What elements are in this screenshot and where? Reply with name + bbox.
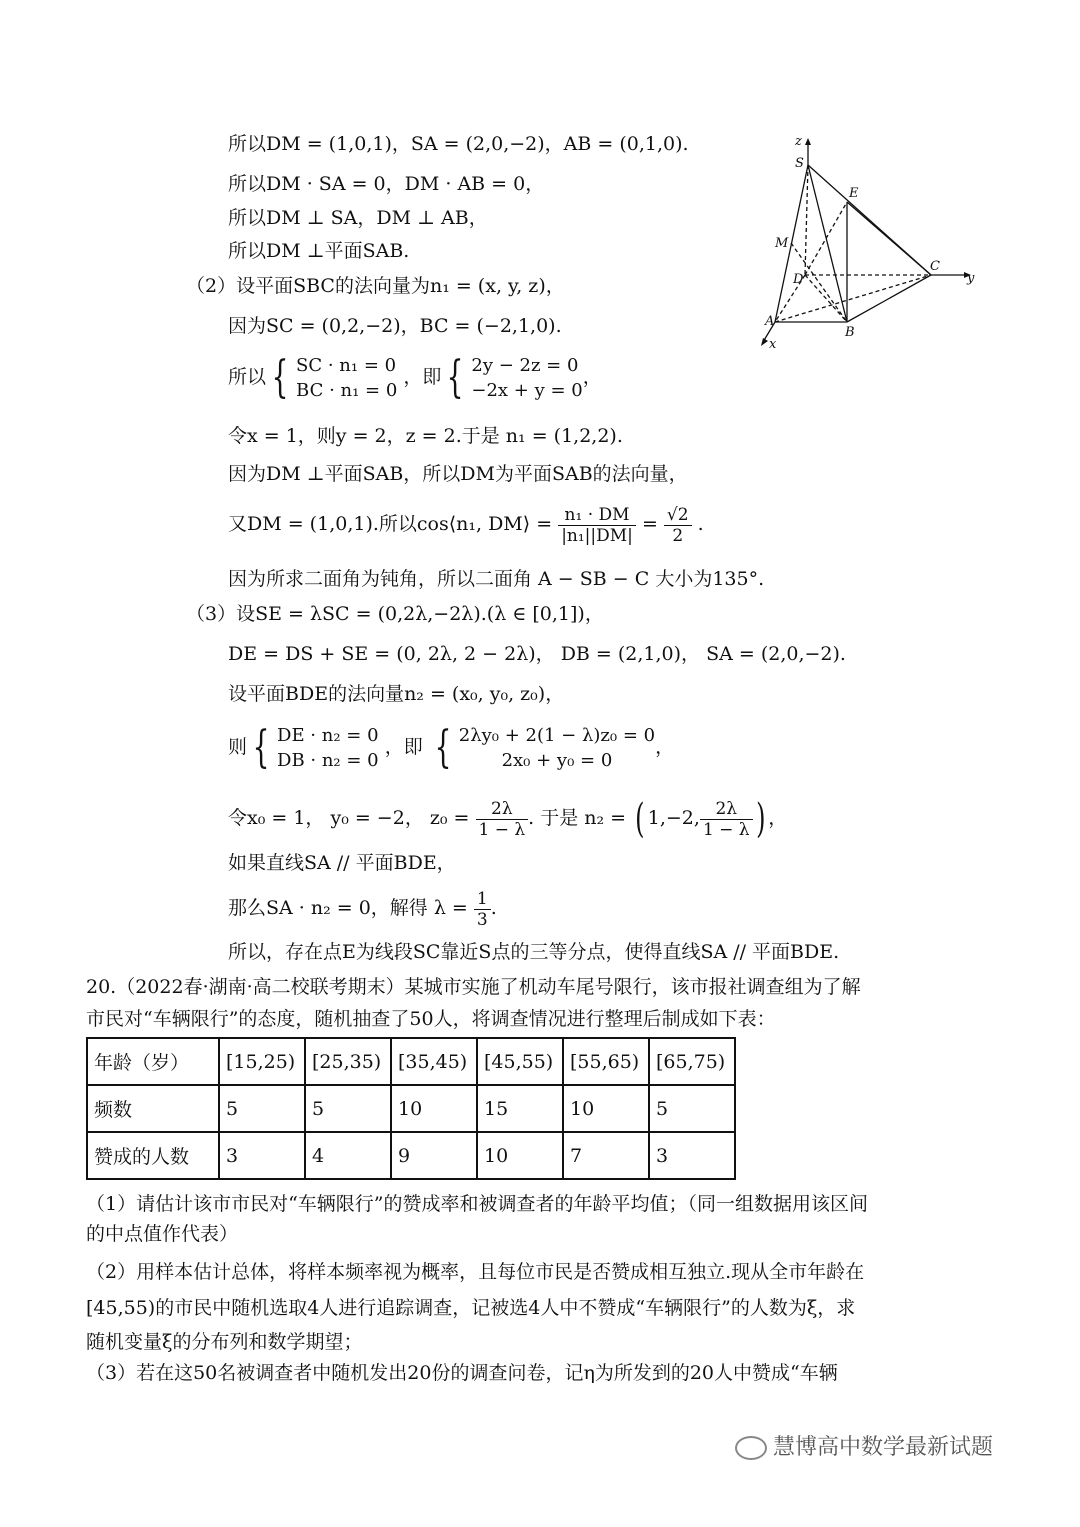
frequency-table <box>86 1037 736 1180</box>
watermark <box>735 1430 993 1461</box>
question-text: 市民对“车辆限行”的态度，随机抽查了50人，将调查情况进行整理后制成如下表： <box>86 1008 776 1030</box>
question-text: 随机变量ξ的分布列和数学期望； <box>86 1331 363 1353</box>
solution-line: 如果直线SA // 平面BDE， <box>228 852 456 874</box>
point-label: M <box>775 236 789 251</box>
table-row <box>87 1085 735 1132</box>
table-cell: [55,65) <box>563 1038 649 1085</box>
point-label: B <box>845 325 855 340</box>
watermark-text: 慧博高中数学最新试题 <box>773 1435 994 1460</box>
solution-line: 所以DM ⊥ SA，DM ⊥ AB， <box>228 207 488 229</box>
text: . <box>490 897 497 919</box>
equation-system: 所以 { SC · n₁ = 0 BC · n₁ = 0 ，即 { 2y − 2z = 0 −2x + y = 0 ， <box>228 352 602 403</box>
point-label: S <box>795 156 804 171</box>
question-text: （3）若在这50名被调查者中随机发出20份的调查问卷，记η为所发到的20人中赞成“车辆 <box>86 1362 838 1384</box>
table-cell: [35,45) <box>391 1038 477 1085</box>
table-cell: 频数 <box>87 1085 219 1132</box>
text: 则 <box>228 736 248 758</box>
table-cell: 7 <box>563 1132 649 1179</box>
question-text: （1）请估计该市市民对“车辆限行”的赞成率和被调查者的年龄平均值；（同一组数据用该区间 <box>86 1193 869 1215</box>
fraction-denominator: |n₁||DM| <box>561 525 633 546</box>
point-label: D <box>793 272 804 287</box>
sub-question-3 <box>86 1358 986 1388</box>
point-label: C <box>930 259 940 274</box>
text: 所以 <box>228 366 267 388</box>
axis-label: z <box>795 134 802 149</box>
equation: 2y − 2z = 0 <box>471 355 579 376</box>
text: ， <box>768 807 788 829</box>
solution-line: 令x₀ = 1， y₀ = −2， z₀ = $\frac{2\lambda}{1 - \lambda}$ . 于是 n₂ = ( 1,−2, $\frac{2\lambda}{1 - \lambda}$ ) ， <box>228 796 788 842</box>
question-text: 的中点值作代表） <box>86 1223 239 1245</box>
table-cell: 5 <box>219 1085 305 1132</box>
axis-label: y <box>967 271 975 286</box>
equation: SC · n₁ = 0 <box>296 355 397 376</box>
text: ， <box>582 366 602 388</box>
text: 令x₀ = 1， y₀ = −2， z₀ = <box>228 807 470 829</box>
solution-line: 所以DM · SA = 0，DM · AB = 0， <box>228 173 545 195</box>
table-cell: [25,35) <box>305 1038 391 1085</box>
table-cell: [65,75) <box>649 1038 735 1085</box>
wechat-icon <box>735 1436 767 1460</box>
fraction-denominator: 1 − λ <box>702 819 750 840</box>
fraction-numerator: 2λ <box>700 799 753 820</box>
solution-line: 所以DM ⊥平面SAB. <box>228 240 410 262</box>
solution-line: 设平面BDE的法向量n₂ = (x₀, y₀, z₀)， <box>228 683 565 705</box>
fraction-denominator: 1 − λ <box>478 819 526 840</box>
point-label: E <box>849 186 859 201</box>
table-cell: 5 <box>649 1085 735 1132</box>
table-cell: 9 <box>391 1132 477 1179</box>
text: ， <box>655 736 675 758</box>
question-text: （2）用样本估计总体，将样本频率视为概率，且每位市民是否赞成相互独立.现从全市年龄在 <box>86 1261 865 1283</box>
solution-line: 所以，存在点E为线段SC靠近S点的三等分点，使得直线SA // 平面BDE. <box>228 941 840 963</box>
solution-line: 所以DM = (1,0,1)，SA = (2,0,−2)，AB = (0,1,0). <box>228 133 689 155</box>
solution-line: 令x = 1，则y = 2，z = 2.于是 n₁ = (1,2,2). <box>228 425 623 447</box>
equation-system: 则 { DE · n₂ = 0 DB · n₂ = 0 ，即 { 2λy₀ + 2(1 − λ)z₀ = 0 2x₀ + y₀ = 0 ， <box>228 722 675 773</box>
fraction-numerator: n₁ · DM <box>558 505 636 526</box>
sub-question-1 <box>86 1189 986 1249</box>
text: 1,−2, <box>647 807 700 829</box>
text: = <box>641 513 658 535</box>
equation: −2x + y = 0 <box>471 380 583 401</box>
equation: 2x₀ + y₀ = 0 <box>501 750 613 771</box>
equation: BC · n₁ = 0 <box>296 380 398 401</box>
table-cell: 3 <box>649 1132 735 1179</box>
point-label: A <box>765 314 775 329</box>
solution-line: 因为所求二面角为钝角，所以二面角 A − SB − C 大小为135°. <box>228 568 765 590</box>
table-row <box>87 1132 735 1179</box>
solution-line: 因为SC = (0,2,−2)，BC = (−2,1,0). <box>228 315 562 337</box>
table-cell: 赞成的人数 <box>87 1132 219 1179</box>
solution-line: 因为DM ⊥平面SAB，所以DM为平面SAB的法向量， <box>228 463 688 485</box>
cosine-line <box>228 496 704 552</box>
question-text: [45,55)的市民中随机选取4人进行追踪调查，记被选4人中不赞成“车辆限行”的人数为ξ，求 <box>86 1297 856 1319</box>
solution-line: DE = DS + SE = (0, 2λ, 2 − 2λ)， DB = (2,1,0)， SA = (2,0,−2). <box>228 643 846 665</box>
table-cell: [15,25) <box>219 1038 305 1085</box>
table-cell: 10 <box>391 1085 477 1132</box>
table-cell: 5 <box>305 1085 391 1132</box>
table-cell: 15 <box>477 1085 563 1132</box>
fraction-denominator: 2 <box>672 525 684 546</box>
text: 又DM = (1,0,1).所以cos⟨n₁, DM⟩ = <box>228 513 553 535</box>
solution-line <box>228 882 497 934</box>
table-cell: 年龄（岁） <box>87 1038 219 1085</box>
text: . <box>697 513 704 535</box>
table-cell: [45,55) <box>477 1038 563 1085</box>
fraction-numerator: √2 <box>664 505 692 526</box>
text: ，即 <box>384 736 423 758</box>
equation: DE · n₂ = 0 <box>277 725 379 746</box>
text: 那么SA · n₂ = 0，解得 λ = <box>228 897 468 919</box>
table-cell: 10 <box>563 1085 649 1132</box>
solution-line: （2）设平面SBC的法向量为n₁ = (x, y, z)， <box>186 275 565 297</box>
text: . 于是 n₂ = <box>528 807 627 829</box>
table-row <box>87 1038 735 1085</box>
fraction-numerator: 2λ <box>476 799 529 820</box>
table-cell: 10 <box>477 1132 563 1179</box>
equation: DB · n₂ = 0 <box>277 750 379 771</box>
pyramid-figure <box>755 130 985 355</box>
table-cell: 3 <box>219 1132 305 1179</box>
question-title: 20.（2022春·湖南·高二校联考期末）某城市实施了机动车尾号限行，该市报社调查组为了解 <box>86 976 861 998</box>
solution-line: （3）设SE = λSC = (0,2λ,−2λ).(λ ∈ [0,1])， <box>186 603 604 625</box>
axis-label: x <box>769 337 777 352</box>
fraction-numerator: 1 <box>474 889 491 910</box>
table-cell: 4 <box>305 1132 391 1179</box>
text: ，即 <box>403 366 442 388</box>
equation: 2λy₀ + 2(1 − λ)z₀ = 0 <box>458 725 656 746</box>
sub-question-2 <box>86 1257 986 1357</box>
fraction-denominator: 3 <box>476 909 488 930</box>
